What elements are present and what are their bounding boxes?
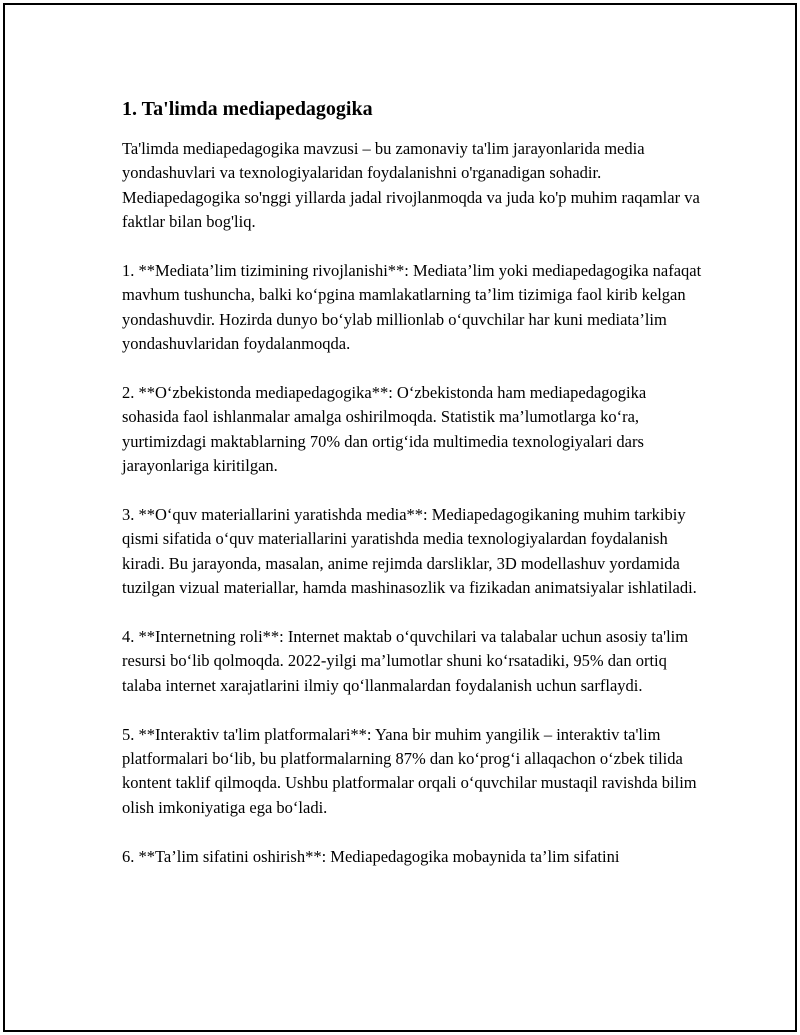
paragraph-item-5: 5. **Interaktiv ta'lim platformalari**: Yana bir muhim yangilik – interaktiv ta'lim platformalari bo‘lib, bu platformalarning 87% dan ko‘prog‘i allaqachon o‘zbek tilida kontent taklif qilmoqda. Ushbu platformalar orqali o‘quvchilar mustaqil ravishda bilim olish imkoniyatiga ega bo‘ladi.	[122, 724, 697, 817]
page-frame	[3, 3, 797, 1032]
document-body	[122, 95, 702, 893]
document-title: 1. Ta'limda mediapedagogika	[122, 98, 373, 120]
paragraph-item-6: 6. **Ta’lim sifatini oshirish**: Mediapedagogika mobaynida ta’lim sifatini	[122, 846, 620, 866]
paragraph-item-4: 4. **Internetning roli**: Internet maktab o‘quvchilari va talabalar uchun asosiy ta'lim resursi bo‘lib qolmoqda. 2022-yilgi ma’lumotlar shuni ko‘rsatadiki, 95% dan ortiq talaba internet xarajatlarini ilmiy qo‘llanmalardan foydalanish uchun sarflaydi.	[122, 627, 689, 695]
intro-paragraph: Ta'limda mediapedagogika mavzusi – bu zamonaviy ta'lim jarayonlarida media yondashuvlari va texnologiyalaridan foydalanishni o'rganadigan sohadir. Mediapedagogika so'nggi yillarda jadal rivojlanmoqda va juda ko'p muhim raqamlar va faktlar bilan bog'liq.	[122, 139, 700, 232]
paragraph-item-3: 3. **O‘quv materiallarini yaratishda media**: Mediapedagogikaning muhim tarkibiy qismi sifatida o‘quv materiallarini yaratishda media texnologiyalardan foydalanish kiradi. Bu jarayonda, masalan, anime rejimda darsliklar, 3D modellashuv yordamida tuzilgan vizual materiallar, hamda mashinasozlik va fizikadan animatsiyalar ishlatiladi.	[122, 505, 697, 598]
paragraph-item-1: 1. **Mediata’lim tizimining rivojlanishi**: Mediata’lim yoki mediapedagogika nafaqat mavhum tushuncha, balki ko‘pgina mamlakatlarning ta’lim tizimiga faol kirib kelgan yondashuvdir. Hozirda dunyo bo‘ylab millionlab o‘quvchilar har kuni mediata’lim yondashuvlaridan foydalanmoqda.	[122, 261, 702, 354]
paragraph-item-2: 2. **O‘zbekistonda mediapedagogika**: O‘zbekistonda ham mediapedagogika sohasida faol ishlanmalar amalga oshirilmoqda. Statistik ma’lumotlarga ko‘ra, yurtimizdagi maktablarning 70% dan ortig‘ida multimedia texnologiyalari dars jarayonlariga kiritilgan.	[122, 383, 647, 476]
